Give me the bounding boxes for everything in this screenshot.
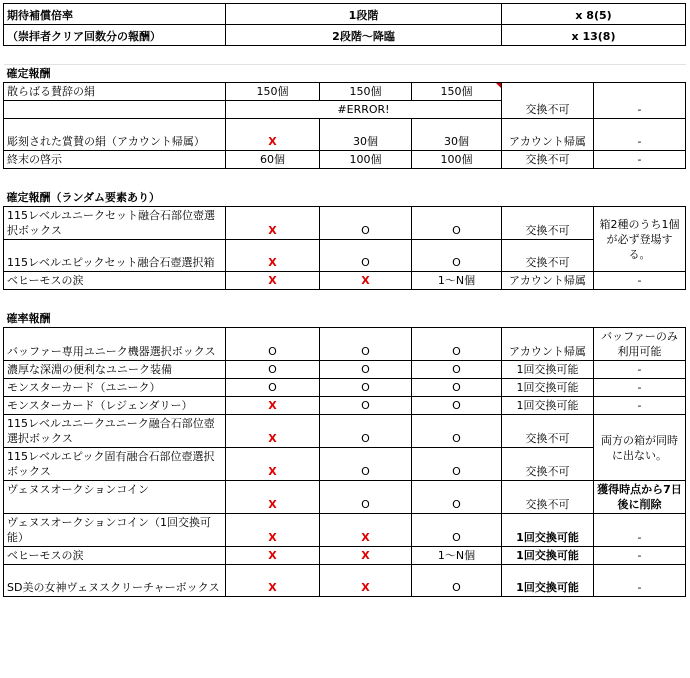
stage-cell[interactable]: O xyxy=(320,397,412,415)
header-stage-2[interactable]: 2段階～降臨 xyxy=(226,25,502,46)
item-name[interactable]: 115レベルユニークセット融合石部位壺選択ボックス xyxy=(4,207,226,240)
item-name-empty[interactable] xyxy=(4,101,226,119)
stage-cell[interactable]: 60個 xyxy=(226,151,320,169)
trade-cell[interactable]: アカウント帰属 xyxy=(502,328,594,361)
item-name[interactable]: ヴェヌスオークションコイン xyxy=(4,481,226,514)
item-name[interactable]: 終末の啓示 xyxy=(4,151,226,169)
stage-cell[interactable]: 100個 xyxy=(412,151,502,169)
stage-cell[interactable]: O xyxy=(412,328,502,361)
note-cell-merged[interactable]: 箱2種のうち1個が必ず登場する。 xyxy=(594,207,686,272)
stage-cell[interactable]: 150個 xyxy=(412,83,502,101)
stage-cell[interactable]: O xyxy=(320,379,412,397)
trade-cell[interactable]: 交換不可 xyxy=(502,415,594,448)
stage-cell[interactable]: X xyxy=(226,119,320,151)
stage-cell[interactable]: X xyxy=(226,565,320,597)
trade-cell[interactable]: 1回交換可能 xyxy=(502,379,594,397)
trade-cell[interactable]: 交換不可 xyxy=(502,207,594,240)
note-cell-merged[interactable]: 両方の箱が同時に出ない。 xyxy=(594,415,686,481)
stage-cell[interactable]: O xyxy=(412,207,502,240)
stage-cell[interactable]: O xyxy=(412,361,502,379)
trade-cell[interactable]: 交換不可 xyxy=(502,448,594,481)
header-value-stage-1[interactable]: x 8(5) xyxy=(502,4,686,25)
stage-cell[interactable]: O xyxy=(412,397,502,415)
item-name[interactable]: バッファー専用ユニーク機器選択ボックス xyxy=(4,328,226,361)
stage-cell[interactable]: X xyxy=(226,415,320,448)
stage-cell[interactable]: X xyxy=(226,514,320,547)
item-name[interactable]: 115レベルユニークユニーク融合石部位壺選択ボックス xyxy=(4,415,226,448)
header-label-clears[interactable]: （崇拝者クリア回数分の報酬） xyxy=(4,25,226,46)
trade-cell[interactable]: 交換不可 xyxy=(502,83,594,119)
stage-cell[interactable]: X xyxy=(320,565,412,597)
stage-cell[interactable]: 150個 xyxy=(320,83,412,101)
note-cell[interactable]: バッファーのみ利用可能 xyxy=(594,328,686,361)
stage-cell[interactable]: O xyxy=(320,361,412,379)
trade-cell[interactable]: 1回交換可能 xyxy=(502,514,594,547)
section-title-probability[interactable]: 確率報酬 xyxy=(6,312,51,325)
note-cell[interactable]: - xyxy=(594,119,686,151)
trade-cell[interactable]: 1回交換可能 xyxy=(502,397,594,415)
item-name[interactable]: ベヒーモスの涙 xyxy=(4,272,226,290)
spreadsheet-grid xyxy=(3,3,686,597)
stage-cell[interactable]: X xyxy=(226,207,320,240)
trade-cell[interactable]: 1回交換可能 xyxy=(502,547,594,565)
trade-cell[interactable]: 1回交換可能 xyxy=(502,361,594,379)
trade-cell[interactable]: アカウント帰属 xyxy=(502,272,594,290)
stage-cell[interactable]: O xyxy=(412,514,502,547)
header-value-stage-2[interactable]: x 13(8) xyxy=(502,25,686,46)
stage-cell[interactable]: 1～N個 xyxy=(412,547,502,565)
stage-cell[interactable]: X xyxy=(226,547,320,565)
stage-cell[interactable]: X xyxy=(226,397,320,415)
stage-cell[interactable]: X xyxy=(320,547,412,565)
stage-cell[interactable]: 100個 xyxy=(320,151,412,169)
trade-cell[interactable]: 交換不可 xyxy=(502,240,594,272)
stage-cell[interactable]: O xyxy=(226,328,320,361)
note-cell[interactable]: - xyxy=(594,514,686,547)
stage-cell[interactable]: X xyxy=(226,481,320,514)
stage-cell[interactable]: O xyxy=(226,379,320,397)
stage-cell[interactable]: 30個 xyxy=(412,119,502,151)
note-cell[interactable]: - xyxy=(594,83,686,119)
note-cell[interactable]: - xyxy=(594,379,686,397)
trade-cell[interactable]: 交換不可 xyxy=(502,481,594,514)
note-cell[interactable]: - xyxy=(594,397,686,415)
item-name[interactable]: 彫刻された賞賛の絹（アカウント帰属） xyxy=(4,119,226,151)
stage-cell[interactable]: X xyxy=(320,272,412,290)
stage-cell[interactable]: 30個 xyxy=(320,119,412,151)
stage-cell[interactable]: 1～N個 xyxy=(412,272,502,290)
stage-cell[interactable]: X xyxy=(226,272,320,290)
item-name[interactable]: ベヒーモスの涙 xyxy=(4,547,226,565)
note-cell[interactable]: 獲得時点から7日後に削除 xyxy=(594,481,686,514)
stage-cell[interactable]: X xyxy=(226,448,320,481)
item-name[interactable]: 散らばる賛辞の絹 xyxy=(4,83,226,101)
section-title-confirmed[interactable]: 確定報酬 xyxy=(6,67,51,80)
item-name[interactable]: SD美の女神ヴェヌスクリーチャーボックス xyxy=(4,565,226,597)
item-name[interactable]: モンスターカード（ユニーク） xyxy=(4,379,226,397)
empty-cell[interactable] xyxy=(4,46,226,65)
stage-cell[interactable]: O xyxy=(412,240,502,272)
note-cell[interactable]: - xyxy=(594,272,686,290)
error-cell[interactable]: #ERROR! xyxy=(226,101,502,119)
stage-cell[interactable]: O xyxy=(412,481,502,514)
trade-cell[interactable]: 1回交換可能 xyxy=(502,565,594,597)
stage-cell[interactable]: 150個 xyxy=(226,83,320,101)
stage-cell[interactable]: O xyxy=(412,565,502,597)
stage-cell[interactable]: O xyxy=(320,415,412,448)
stage-cell[interactable]: O xyxy=(412,448,502,481)
stage-cell[interactable]: O xyxy=(320,240,412,272)
item-name[interactable]: ヴェヌスオークションコイン（1回交換可能） xyxy=(4,514,226,547)
stage-cell[interactable]: O xyxy=(320,328,412,361)
trade-cell[interactable]: 交換不可 xyxy=(502,151,594,169)
stage-cell[interactable]: O xyxy=(320,448,412,481)
item-name[interactable]: 濃厚な深淵の便利なユニーク装備 xyxy=(4,361,226,379)
note-cell[interactable]: - xyxy=(594,565,686,597)
note-cell[interactable]: - xyxy=(594,547,686,565)
header-stage-1[interactable]: 1段階 xyxy=(226,4,502,25)
item-name[interactable]: モンスターカード（レジェンダリー） xyxy=(4,397,226,415)
item-name[interactable]: 115レベルエピックセット融合石壺選択箱 xyxy=(4,240,226,272)
stage-cell[interactable]: O xyxy=(412,415,502,448)
stage-cell[interactable]: O xyxy=(320,207,412,240)
stage-cell[interactable]: O xyxy=(320,481,412,514)
stage-cell[interactable]: X xyxy=(320,514,412,547)
stage-cell[interactable]: O xyxy=(226,361,320,379)
note-cell[interactable]: - xyxy=(594,151,686,169)
stage-cell[interactable]: O xyxy=(412,379,502,397)
item-name[interactable]: 115レベルエピック固有融合石部位壺選択ボックス xyxy=(4,448,226,481)
section-title-random[interactable]: 確定報酬（ランダム要素あり） xyxy=(6,191,161,204)
header-label-multiplier[interactable]: 期待補償倍率 xyxy=(4,4,226,25)
note-cell[interactable]: - xyxy=(594,361,686,379)
trade-cell[interactable]: アカウント帰属 xyxy=(502,119,594,151)
stage-cell[interactable]: X xyxy=(226,240,320,272)
